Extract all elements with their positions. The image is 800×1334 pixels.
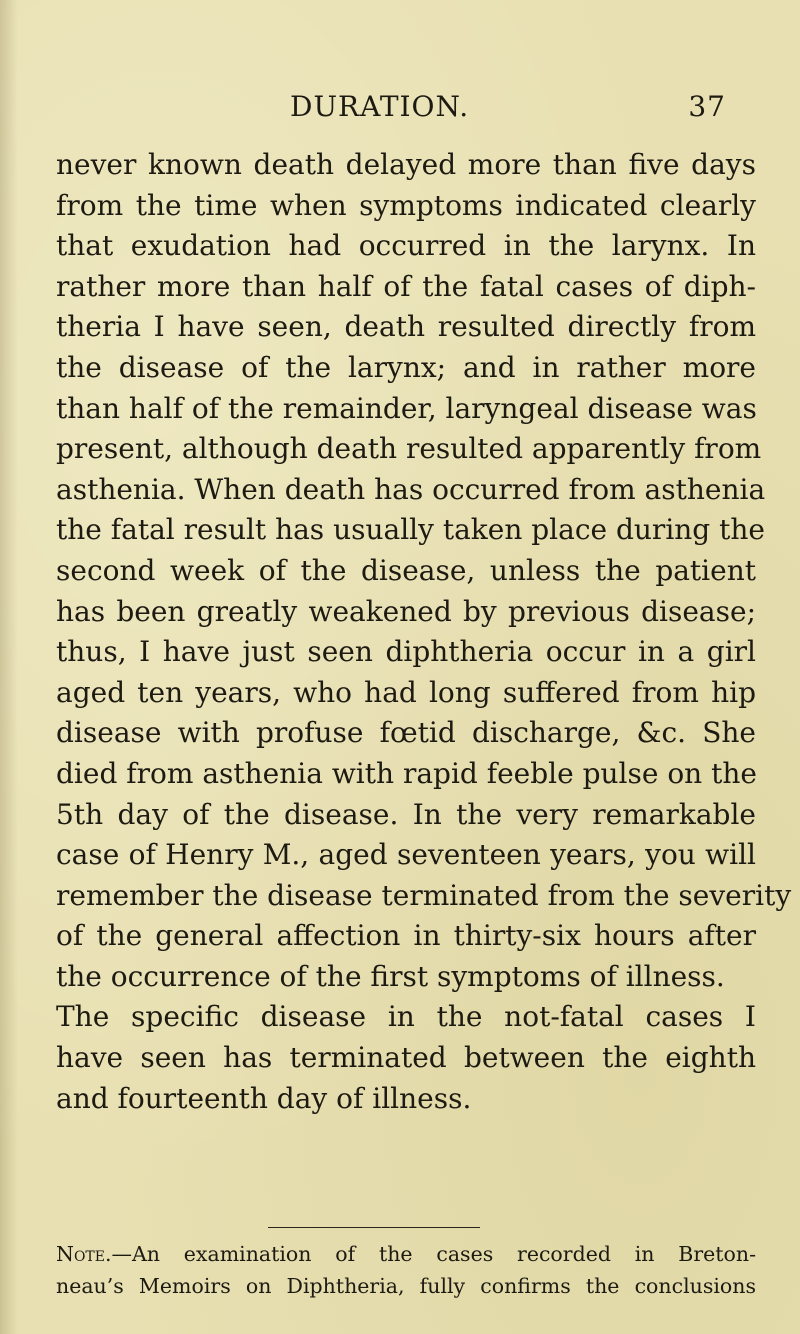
text-line: that exudation had occurred in the larynx. In	[56, 229, 756, 263]
text-line: thus, I have just seen diphtheria occur in a girl	[56, 635, 756, 669]
text-line: disease with profuse fœtid discharge, &c. She	[56, 716, 756, 750]
running-title: DURATION.	[290, 90, 470, 123]
text-line: present, although death resulted apparently from	[56, 432, 762, 466]
text-line: have seen has terminated between the eighth	[56, 1041, 756, 1075]
text-line: died from asthenia with rapid feeble pulse on the	[56, 756, 757, 790]
text-line: the occurrence of the first symptoms of illness.	[56, 959, 725, 993]
text-line: the disease of the larynx; and in rather more	[56, 350, 756, 384]
text-line: never known death delayed more than five days	[56, 148, 756, 181]
footnote	[56, 1238, 756, 1302]
page-edge-shadow	[0, 0, 18, 1334]
running-head	[290, 87, 730, 127]
footnote-line: neau’s Memoirs on Diphtheria, fully confirms the conclusions	[56, 1274, 756, 1298]
text-line: remember the disease terminated from the severity	[56, 878, 792, 912]
text-line: case of Henry M., aged seventeen years, you will	[56, 838, 756, 872]
text-line: rather more than half of the fatal cases of diph-	[56, 269, 756, 303]
text-line: 5th day of the disease. In the very remarkable	[56, 797, 756, 831]
text-line: second week of the disease, unless the patient	[56, 553, 756, 587]
text-line: and fourteenth day of illness.	[56, 1081, 472, 1115]
body-text	[56, 145, 792, 1119]
text-line: of the general affection in thirty-six hours after	[56, 919, 756, 953]
text-line: the fatal result has usually taken place during the	[56, 513, 765, 547]
footnote-rule	[268, 1227, 480, 1228]
text-line: than half of the remainder, laryngeal disease was	[56, 391, 757, 425]
text-line: theria I have seen, death resulted directly from	[56, 310, 756, 344]
text-line: asthenia. When death has occurred from asthenia	[56, 472, 766, 506]
text-line: has been greatly weakened by previous disease;	[56, 594, 756, 628]
page-number: 37	[688, 90, 726, 123]
text-line: aged ten years, who had long suffered from hip	[56, 675, 756, 709]
text-line: from the time when symptoms indicated clearly	[56, 188, 756, 222]
footnote-line	[56, 1238, 756, 1270]
footnote-text: —An examination of the cases recorded in Breton-	[111, 1242, 756, 1266]
text-line: The specific disease in the not-fatal cases I	[56, 1000, 756, 1034]
footnote-label: Note.	[56, 1242, 112, 1266]
